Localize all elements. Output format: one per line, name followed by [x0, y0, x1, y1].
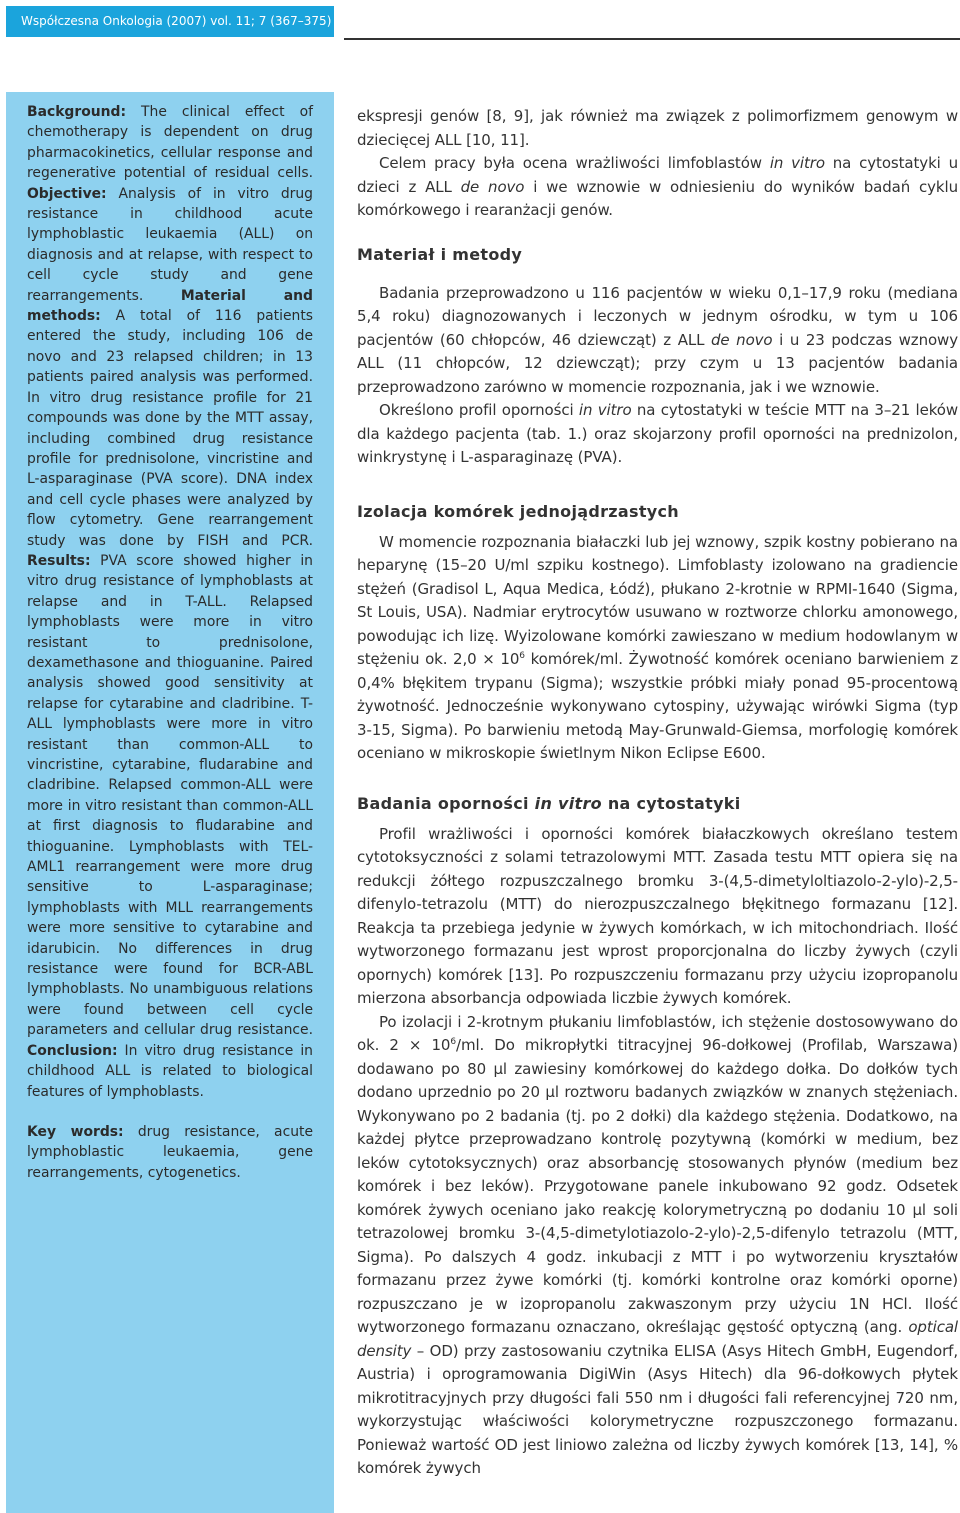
intro-paragraph-2: Celem pracy była ocena wrażliwości limfoblastów in vitro na cytostatyki u dzieci z ALL de novo i we wznowie w odniesieniu do wyników badań cyklu komórkowego i rearanżacji genów.: [357, 154, 958, 219]
resistance-paragraph-1: Profil wrażliwości i oporności komórek białaczkowych określano testem cytotoksyczności z solami tetrazolowymi MTT. Zasada testu MTT opiera się na redukcji żółtego rozpuszczalnego bromku 3-(4,5-dimetyloltiazolo-2-ylo)-2,5-difenylo-tetrazolu (MTT) do nierozpuszczalnego błękitnego formazanu [12]. Reakcja ta przebiega jedynie w żywych komórkach, w ich mitochondriach. Ilość wytworzonego formazanu jest wprost proporcjonalna do liczby żywych (czyli opornych) komórek [13]. Po rozpuszczeniu formazanu przy użyciu izopropanolu mierzona absorbancja odpowiada liczbie żywych komórek.: [357, 824, 958, 1007]
conclusion-label: Conclusion:: [27, 1042, 118, 1059]
heading-materials: Materiał i metody: [357, 244, 523, 264]
journal-citation: Współczesna Onkologia (2007) vol. 11; 7 (367–375): [21, 14, 332, 28]
abstract-text: [27, 102, 313, 1102]
materials-paragraph-1: Badania przeprowadzono u 116 pacjentów w wieku 0,1–17,9 roku (mediana 5,4 roku) diagnozowanych i leczonych w jednym ośrodku, w tym u 106 pacjentów (60 chłopców, 46 dziewcząt) z ALL de novo i u 23 podczas wznowy ALL (11 chłopców, 12 dziewcząt); przy czym u 13 pacjentów badania przeprowadzono zarówno w momencie rozpoznania, jak i we wznowie.: [357, 283, 958, 396]
keywords-label: Key words:: [27, 1123, 124, 1140]
methods-text: A total of 116 patients entered the study, including 106 de novo and 23 relapsed children; in 13 patients paired analysis was performed. In vitro drug resistance profile for 21 compounds was done by the MTT assay, including combined drug resistance profile for prednisolone, vincristine and L-asparaginase (PVA score). DNA index and cell cycle phases were analyzed by flow cytometry. Gene rearrangement study was done by FISH and PCR.: [27, 308, 313, 549]
resistance-paragraph-2: Po izolacji i 2-krotnym płukaniu limfoblastów, ich stężenie dostosowywano do ok. $2 \times 10^6/ml$. Do mikropłytki titracyjnej 96-dołkowej (Profilab, Warszawa) dodawano po 80 μl zawiesiny komórkowej do każdego dołka. Do dołków tych dodano uprzednio po 20 μl roztworu badanych związków w znanych stężeniach. Wykonywano po 2 badania (tj. po 2 dołki) dla każdego stężenia. Dodatkowo, na każdej płytce przeprowadzano kontrolę pozytywną (komórki w medium, bez leków cytotoksycznych) oraz absorbancję stosowanych płynów (medium bez komórek i bez leków). Przygotowane panele inkubowano 92 godz. Odsetek komórek żywych oceniano jako reakcję kolorymetryczną po dodaniu 10 μl soli tetrazolowej bromku 3-(4,5-dimetylotiazolo-2-ylo)-2,5-difenylo tetrazolu (MTT, Sigma). Po dalszych 4 godz. inkubacji z MTT i po wytworzeniu kryształów formazanu przez żywe komórki (tj. komórki kontrolne oraz komórki oporne) rozpuszczano je w izopropanolu zakwaszonym przy użyciu 1N HCl. Ilość wytworzonego formazanu oznaczano, określając gęstość optyczną (ang. optical density – OD) przy zastosowaniu czytnika ELISA (Asys Hitech GmbH, Eugendorf, Austria) i oprogramowania DigiWin (Asys Hitech) dla 96-dołkowych płytek mikrotitracyjnych przy długości fali 550 nm i długości fali referencyjnej 720 nm, wykorzystując właściwości kolorymetryczne rozpuszczonego formazanu. Ponieważ wartość OD jest liniowo zależna od liczby żywych komórek [13, 14], % komórek żywych: [357, 1012, 958, 1477]
isolation-paragraph: W momencie rozpoznania białaczki lub jej wznowy, szpik kostny pobierano na heparynę (15–20 U/ml szpiku kostnego). Limfoblasty izolowano na gradiencie stężeń (Gradisol L, Aqua Medica, Łódź), płukano 2-krotnie w RPMI-1640 (Sigma, St Louis, USA). Nadmiar erytrocytów usuwano w roztworze chlorku amonowego, powodując ich lizę. Wyizolowane komórki zawieszano w medium hodowlanym w stężeniu ok. $2,0 \times 10^6$ komórek/ml. Żywotność komórek oceniano barwieniem z 0,4% błękitem trypanu (Sigma); wszystkie próbki miały ponad 95-procentową żywotność. Jednocześnie wykonywano cytospiny, używając wirówki Sigma (typ 3-15, Sigma). Po barwieniu metodą May-Grunwald-Giemsa, morfologię komórek oceniano w mikroskopie świetlnym Nikon Eclipse E600.: [357, 532, 958, 762]
abstract-box: [6, 92, 334, 1513]
heading-isolation: Izolacja komórek jednojądrzastych: [357, 501, 679, 521]
main-column: [357, 105, 958, 1481]
results-label: Results:: [27, 552, 91, 569]
background-label: Background:: [27, 104, 127, 120]
objective-label: Objective:: [27, 185, 107, 202]
methods-label: Material and methods:: [27, 287, 313, 325]
heading-resistance: Badania oporności in vitro na cytostatyki: [357, 793, 741, 813]
header-rule: [344, 38, 960, 40]
background-text: The clinical effect of chemotherapy is dependent on drug pharmacokinetics, cellular response and regenerative potential of residual cells.: [27, 104, 314, 182]
intro-paragraph-1: ekspresji genów [8, 9], jak również ma związek z polimorfizmem genowym w dziecięcej ALL [10, 11].: [357, 107, 958, 149]
keywords-text: drug resistance, acute lymphoblastic leukaemia, gene rearrangements, cytogenetics.: [27, 1123, 314, 1181]
results-text: PVA score showed higher in vitro drug resistance of lymphoblasts at relapse and in T-ALL. Relapsed lymphoblasts were more in vitro resistant to prednisolone, dexamethasone and thioguanine. Paired analysis showed good sensitivity at relapse for cytarabine and cladribine. T-ALL lymphoblasts were more in vitro resistant than common-ALL to vincristine, cytarabine, fludarabine and cladribine. Relapsed common-ALL were more in vitro resistant than common-ALL at first diagnosis to fludarabine and thioguanine. Lymphoblasts with TEL-AML1 rearrangement were more drug sensitive to L-asparaginase; lymphoblasts with MLL rearrangements were more sensitive to cytarabine and idarubicin. No differences in drug resistance were found for BCR-ABL lymphoblasts. No unambiguous relations were found between cell cycle parameters and cellular drug resistance.: [27, 552, 313, 1039]
materials-paragraph-2: Określono profil oporności in vitro na cytostatyki w teście MTT na 3–21 leków dla każdego pacjenta (tab. 1.) oraz skojarzony profil oporności na prednizolon, winkrystynę i L-asparaginazę (PVA).: [357, 401, 958, 466]
conclusion-text: In vitro drug resistance in childhood ALL is related to biological features of lymphoblasts.: [27, 1042, 313, 1100]
objective-text: Analysis of in vitro drug resistance in childhood acute lymphoblastic leukaemia (ALL) on diagnosis and at relapse, with respect to cell cycle study and gene rearrangements.: [27, 185, 313, 304]
journal-header: [6, 6, 334, 37]
keywords: [27, 1122, 313, 1183]
